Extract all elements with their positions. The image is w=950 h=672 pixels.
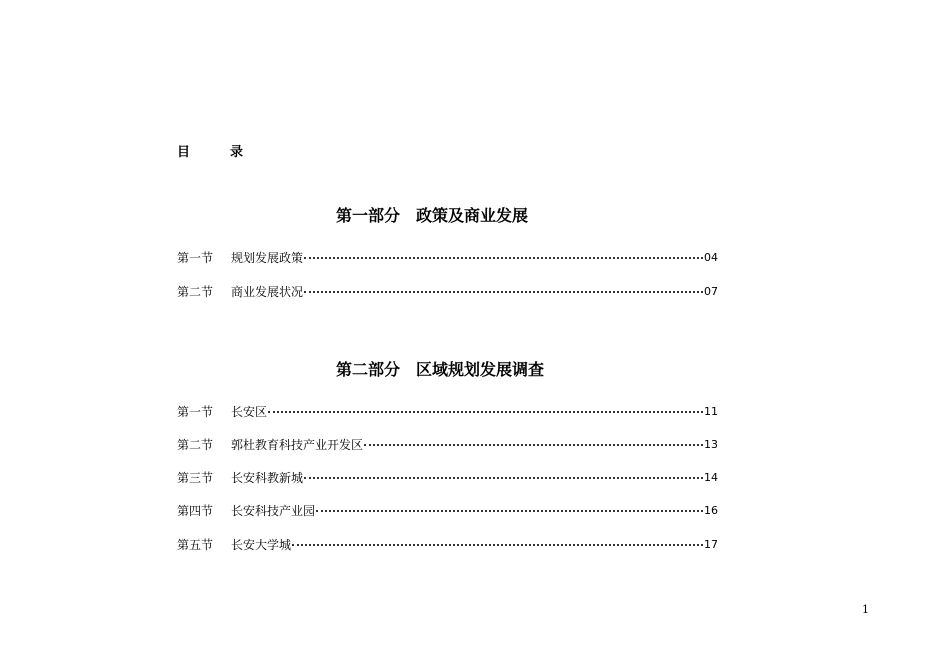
section-page: 17 bbox=[704, 537, 718, 551]
dot-leader bbox=[304, 257, 703, 259]
section-name: 长安科技产业园 bbox=[231, 503, 316, 518]
section-number: 第四节 bbox=[177, 503, 214, 518]
section-number: 第一节 bbox=[177, 250, 214, 265]
part-1-title: 第一部分 政策及商业发展 bbox=[336, 206, 529, 225]
toc-entry[interactable] bbox=[177, 248, 718, 266]
section-number: 第二节 bbox=[177, 284, 214, 299]
toc-entry[interactable] bbox=[177, 535, 718, 553]
section-page: 13 bbox=[704, 437, 718, 451]
page-number: 1 bbox=[862, 603, 869, 616]
section-page: 04 bbox=[704, 250, 718, 264]
dot-leader bbox=[304, 477, 703, 479]
toc-heading-char-2: 录 bbox=[230, 145, 244, 160]
section-page: 14 bbox=[704, 470, 718, 484]
dot-leader bbox=[268, 411, 703, 413]
section-number: 第二节 bbox=[177, 437, 214, 452]
section-number: 第五节 bbox=[177, 537, 214, 552]
toc-entry[interactable] bbox=[177, 435, 718, 453]
toc-heading-char-1: 目 bbox=[177, 145, 191, 160]
dot-leader bbox=[364, 444, 703, 446]
section-page: 16 bbox=[704, 503, 718, 517]
section-name: 长安科教新城 bbox=[231, 470, 304, 485]
section-number: 第三节 bbox=[177, 470, 214, 485]
toc-entry[interactable] bbox=[177, 468, 718, 486]
section-page: 07 bbox=[704, 284, 718, 298]
section-name: 郭杜教育科技产业开发区 bbox=[231, 437, 364, 452]
toc-entry[interactable] bbox=[177, 501, 718, 519]
section-name: 长安区 bbox=[231, 404, 268, 419]
section-name: 规划发展政策 bbox=[231, 250, 304, 265]
section-page: 11 bbox=[704, 404, 718, 418]
toc-entry[interactable] bbox=[177, 402, 718, 420]
section-name: 商业发展状况 bbox=[231, 284, 304, 299]
toc-heading bbox=[177, 141, 243, 160]
section-name: 长安大学城 bbox=[231, 537, 292, 552]
dot-leader bbox=[316, 510, 703, 512]
section-number: 第一节 bbox=[177, 404, 214, 419]
dot-leader bbox=[292, 544, 703, 546]
part-2-title: 第二部分 区域规划发展调查 bbox=[336, 360, 545, 379]
toc-entry[interactable] bbox=[177, 282, 718, 300]
dot-leader bbox=[304, 291, 703, 293]
